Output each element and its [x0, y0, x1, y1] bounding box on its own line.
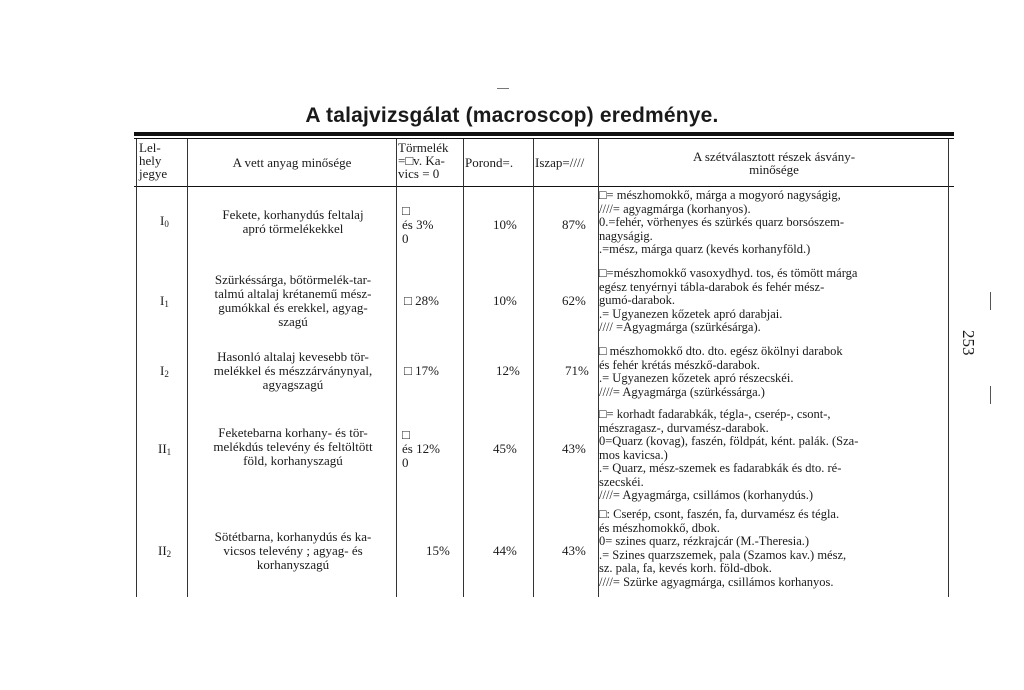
- jegy-main: II: [158, 543, 167, 558]
- column-divider: [533, 139, 534, 597]
- row-porond: 10%: [493, 293, 517, 308]
- row-tormelek: [426, 544, 450, 558]
- header-iszap: Iszap=////: [535, 155, 585, 170]
- asvany-line: 0= szines quarz, rézkrajcár (M.-Theresia.): [599, 534, 810, 548]
- row-porond: 10%: [493, 217, 517, 232]
- column-divider: [396, 139, 397, 597]
- tormelek-line: □: [402, 427, 410, 442]
- row-iszap: 62%: [562, 293, 586, 308]
- row-tormelek: [402, 428, 440, 470]
- jegy-main: I: [160, 213, 165, 228]
- anyag-line: melékdús televény és feltöltött: [213, 439, 373, 454]
- tormelek-line: 15%: [426, 543, 450, 558]
- header-tormelek-line: =□v. Ka-: [398, 153, 445, 168]
- jegy-main: I: [160, 293, 165, 308]
- asvany-line: szecskéi.: [599, 474, 644, 489]
- asvany-line: .= Quarz, mész-szemek es fadarabkák és dto. ré-: [599, 461, 842, 475]
- jegy-sub: 2: [164, 369, 169, 379]
- header-tormelek-line: vics = 0: [398, 166, 440, 181]
- asvany-line: //// =Agyagmárga (szürkésárga).: [599, 320, 761, 334]
- anyag-line: gumókkal és erekkel, agyag-: [218, 300, 368, 315]
- row-tormelek: [402, 204, 433, 246]
- anyag-line: melékkel és mészzárványnyal,: [213, 363, 373, 378]
- column-divider: [948, 139, 949, 597]
- row-asvany: [599, 345, 947, 399]
- row-porond: 45%: [493, 441, 517, 456]
- row-jegy: [158, 442, 171, 459]
- row-iszap: 43%: [562, 543, 586, 558]
- anyag-line: Sötétbarna, korhanydús és ka-: [214, 529, 372, 544]
- row-jegy: [160, 214, 169, 231]
- anyag-line: föld, korhanyszagú: [243, 453, 343, 468]
- anyag-line: Fekete, korhanydús feltalaj: [222, 207, 364, 222]
- header-tormelek: [398, 141, 449, 180]
- header-tormelek-line: Törmelék: [398, 140, 449, 155]
- asvany-line: 0.=fehér, vörhenyes és szürkés quarz borsószem-: [599, 215, 845, 229]
- page-number-dash: [990, 386, 991, 404]
- asvany-line: mészragasz-, durvamész-darabok.: [599, 420, 769, 435]
- row-anyag: [190, 530, 396, 572]
- row-anyag: [190, 208, 396, 236]
- stray-mark: [497, 88, 509, 89]
- column-divider: [187, 139, 188, 597]
- row-jegy: [160, 364, 169, 381]
- page-number: 253: [959, 330, 978, 356]
- header-asvany-line: A szétválasztott részek ásvány-: [692, 149, 856, 164]
- tormelek-line: és 12%: [402, 441, 440, 456]
- asvany-line: ////= Agyagmárga (szürkéssárga.): [599, 384, 765, 399]
- tormelek-line: 0: [402, 231, 409, 246]
- column-divider: [463, 139, 464, 597]
- asvany-line: ////= Szürke agyagmárga, csillámos korhanyos.: [599, 574, 834, 589]
- header-rule-thick: [134, 132, 954, 136]
- asvany-line: 0=Quarz (kovag), faszén, földpát, ként. palák. (Sza-: [599, 434, 859, 448]
- header-porond: Porond=.: [465, 155, 514, 170]
- row-porond: 12%: [496, 363, 520, 378]
- header-anyag: A vett anyag minősége: [232, 155, 352, 170]
- header-lelhely-line: Lel-: [139, 140, 161, 155]
- row-tormelek: [404, 364, 439, 378]
- asvany-line: sz. pala, fa, kevés korh. föld-dbok.: [599, 561, 772, 575]
- tormelek-line: és 3%: [402, 217, 434, 232]
- asvany-line: □ mészhomokkő dto. dto. egész ökölnyi darabok: [599, 344, 843, 358]
- anyag-line: szagú: [278, 314, 308, 329]
- asvany-line: nagyságig.: [599, 228, 653, 243]
- header-asvany: [600, 150, 948, 176]
- jegy-main: I: [160, 363, 165, 378]
- jegy-sub: 1: [164, 299, 169, 309]
- asvany-line: egész tenyérnyi tábla-darabok és fehér mész-: [599, 279, 825, 294]
- row-anyag: [190, 273, 396, 329]
- row-tormelek: [404, 294, 439, 308]
- header-lelhely-line: jegye: [139, 166, 168, 181]
- jegy-sub: 2: [166, 549, 172, 559]
- asvany-line: □: Cserép, csont, faszén, fa, durvamész és tégla.: [599, 507, 840, 521]
- anyag-line: Feketebarna korhany- és tör-: [218, 425, 368, 440]
- row-anyag: [190, 426, 396, 468]
- asvany-line: □=mészhomokkő vasoxydhyd. tos, és tömött márga: [599, 266, 858, 280]
- row-asvany: [599, 508, 947, 589]
- anyag-line: apró törmelékekkel: [242, 221, 344, 236]
- row-porond: 44%: [493, 543, 517, 558]
- asvany-line: .= Ugyanezen kőzetek apró részecskéi.: [599, 371, 794, 385]
- header-lelhely-line: hely: [139, 153, 162, 168]
- asvany-line: ////= agyagmárga (korhanyos).: [599, 201, 751, 216]
- row-asvany: [599, 189, 947, 257]
- jegy-main: II: [158, 441, 167, 456]
- asvany-line: és fehér krétás mészkő-darabok.: [599, 357, 761, 372]
- row-jegy: [158, 544, 171, 561]
- row-asvany: [599, 267, 947, 335]
- row-iszap: 87%: [562, 217, 586, 232]
- jegy-sub: 0: [164, 219, 169, 229]
- row-iszap: 71%: [565, 363, 589, 378]
- anyag-line: agyagszagú: [262, 377, 324, 392]
- asvany-line: és mészhomokkő, dbok.: [599, 520, 720, 535]
- tormelek-line: □ 17%: [404, 363, 439, 378]
- header-rule-thin: [134, 138, 954, 139]
- asvany-line: .= Szines quarzszemek, pala (Szamos kav.) mész,: [599, 547, 847, 562]
- tormelek-line: 0: [402, 455, 409, 470]
- anyag-line: talmú altalaj krétanemű mész-: [214, 286, 372, 301]
- asvany-line: gumó-darabok.: [599, 293, 676, 307]
- row-anyag: [190, 350, 396, 392]
- anyag-line: Hasonló altalaj kevesebb tör-: [217, 349, 369, 364]
- asvany-line: □= mészhomokkő, márga a mogyoró nagyságig,: [599, 188, 841, 202]
- page-title: A talajvizsgálat (macroscop) eredménye.: [305, 104, 719, 127]
- asvany-line: ////= Agyagmárga, csillámos (korhanydús.): [599, 488, 814, 502]
- anyag-line: vicsos televény ; agyag- és: [223, 543, 363, 558]
- asvany-line: .=mész, márga quarz (kevés korhanyföld.): [599, 242, 811, 256]
- anyag-line: korhanyszagú: [256, 557, 330, 572]
- tormelek-line: □: [402, 203, 410, 218]
- row-iszap: 43%: [562, 441, 586, 456]
- column-header-rule: [134, 186, 954, 187]
- page-number-dash: [990, 292, 991, 310]
- tormelek-line: □ 28%: [404, 293, 439, 308]
- jegy-sub: 1: [166, 447, 172, 457]
- asvany-line: □= korhadt fadarabkák, tégla-, cserép-, csont-,: [599, 407, 831, 421]
- anyag-line: Szürkéssárga, bőtörmelék-tar-: [214, 272, 372, 287]
- asvany-line: .= Ugyanezen kőzetek apró darabjai.: [599, 306, 783, 321]
- row-asvany: [599, 408, 947, 503]
- column-divider: [136, 139, 137, 597]
- asvany-line: mos kavicsa.): [599, 447, 668, 462]
- header-lelhely: [139, 141, 167, 180]
- row-jegy: [160, 294, 169, 311]
- header-asvany-line: minősége: [749, 162, 799, 177]
